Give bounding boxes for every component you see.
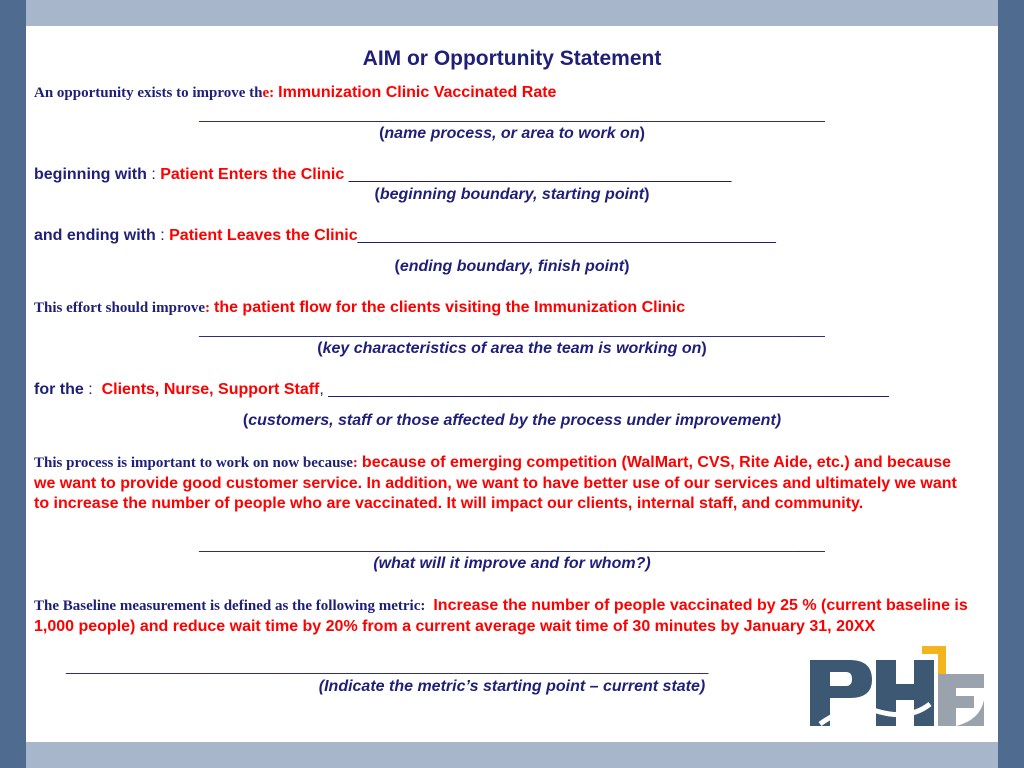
baseline-paragraph xyxy=(34,596,969,637)
ending-hint: (ending boundary, finish point) xyxy=(394,258,630,275)
slide xyxy=(26,26,998,742)
ending-label: and ending with xyxy=(34,227,156,244)
beginning-hint: (beginning boundary, starting point) xyxy=(374,186,650,203)
effort-line xyxy=(34,299,994,317)
opportunity-label: An opportunity exists to improve th xyxy=(34,85,263,101)
importance-underline: ___________________________________________________________________________ xyxy=(199,536,825,553)
frame-right xyxy=(998,0,1024,768)
effort-hint-text: key characteristics of area the team is working on xyxy=(322,340,702,357)
opportunity-label-suffix: e: xyxy=(262,85,275,101)
beginning-line xyxy=(34,166,994,184)
ending-line xyxy=(34,227,994,245)
opportunity-hint-text: name process, or area to work on xyxy=(384,125,640,142)
frame-top xyxy=(26,0,998,26)
importance-label: This process is important to work on now because xyxy=(34,455,353,471)
for-the-colon: : xyxy=(88,381,93,398)
effort-hint: (key characteristics of area the team is working on) xyxy=(317,340,707,357)
for-the-label: for the xyxy=(34,381,84,398)
beginning-colon: : xyxy=(151,166,156,183)
opportunity-line xyxy=(34,84,994,102)
frame-left xyxy=(0,0,26,768)
for-the-hint: (customers, staff or those affected by the process under improvement) xyxy=(242,412,782,429)
opportunity-hint: (name process, or area to work on) xyxy=(379,125,645,142)
baseline-label: The Baseline measurement is defined as the following metric: xyxy=(34,598,426,614)
beginning-value: Patient Enters the Clinic xyxy=(160,166,345,183)
baseline-underline: _____________________________________________________________________________ xyxy=(66,658,709,675)
beginning-label: beginning with xyxy=(34,166,147,183)
importance-colon: : xyxy=(352,455,358,471)
phf-logo xyxy=(810,640,986,730)
importance-paragraph xyxy=(34,453,969,515)
beginning-hint-text: beginning boundary, starting point xyxy=(379,186,645,203)
baseline-hint: (Indicate the metric’s starting point – current state) xyxy=(318,678,706,695)
ending-underline: _______________________________________________ xyxy=(357,227,776,244)
effort-underline: ___________________________________________________________________________ xyxy=(199,321,825,338)
opportunity-underline: ___________________________________________________________________________ xyxy=(199,106,825,123)
ending-value: Patient Leaves the Clinic xyxy=(169,227,358,244)
for-the-comma: , xyxy=(319,381,324,398)
for-the-value: Clients, Nurse, Support Staff xyxy=(101,381,320,398)
for-the-underline: _______________________________________________________________ xyxy=(328,381,889,398)
frame-bottom xyxy=(26,742,998,768)
effort-label: This effort should improve xyxy=(34,300,205,316)
for-the-line xyxy=(34,381,994,399)
effort-value: the patient flow for the clients visiting the Immunization Clinic xyxy=(213,299,686,316)
ending-hint-text: ending boundary, finish point xyxy=(399,258,625,275)
ending-colon: : xyxy=(160,227,165,244)
importance-value: because of emerging competition (WalMart, CVS, Rite Aide, etc.) and because we want to provide good customer service. In addition, we want to have better use of our services and ultimately we want to increase the number of people who are vaccinated. It will impact our clients, internal staff, and community. xyxy=(34,454,957,512)
baseline-value: Increase the number of people vaccinated by 25 % (current baseline is 1,000 people) and reduce wait time by 20% from a current average wait time of 30 minutes by January 31, 20XX xyxy=(34,597,968,635)
phf-logo-graphic xyxy=(810,640,986,730)
page-title: AIM or Opportunity Statement xyxy=(362,47,662,70)
effort-colon: : xyxy=(204,300,210,316)
beginning-underline: ___________________________________________ xyxy=(348,166,732,183)
opportunity-value: Immunization Clinic Vaccinated Rate xyxy=(278,84,557,101)
importance-hint: (what will it improve and for whom?) xyxy=(373,555,651,572)
for-the-hint-text: customers, staff or those affected by the process under improvement) xyxy=(248,412,782,429)
